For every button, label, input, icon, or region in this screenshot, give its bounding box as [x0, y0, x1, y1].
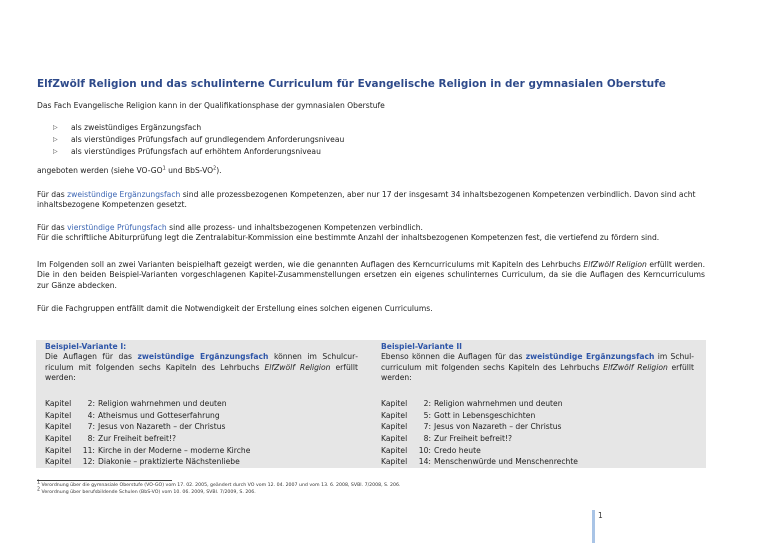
chapter-label: Kapitel	[45, 410, 72, 420]
chapter-number: 4:	[87, 410, 95, 420]
v1-desc-post: erfüllt werden:	[45, 362, 358, 383]
chapter-title: Jesus von Nazareth – der Christus	[98, 422, 226, 432]
chapter-label: Kapitel	[381, 399, 408, 408]
para3-post: erfüllt werden. Die in den beiden Beispiel-Varianten vorgeschlagenen Kapitel-Zusammenstellungen ersetzen ein eigenes schulinternes Curriculum, da sie die Auflagen des Kerncurriculums zur Gänze abdecken.	[37, 260, 705, 290]
triangle-bullet-icon: ▷	[53, 124, 58, 131]
para1-post: sind alle prozessbezogenen Kompetenzen, aber nur 17 der insgesamt 34 inhaltsbezogenen Kompetenzen verbindlich. Davon sind acht inhaltsbezogene Kompetenzen gesetzt.	[37, 190, 696, 210]
chapter-number: 2:	[423, 399, 431, 408]
v1-desc-mid: können im Schulcurriculum mit folgenden sechs Kapiteln des Lehrbuchs	[45, 352, 358, 372]
para2-line2: Für die schriftliche Abiturprüfung legt die Zentralabitur-Kommission eine bestimmte Anzahl der inhaltsbezogenen Kompetenzen fest, die vertiefend zu fördern sind.	[37, 233, 660, 243]
variant-2-title: Beispiel-Variante II	[381, 342, 462, 351]
intro-text: Das Fach Evangelische Religion kann in der Qualifikationsphase der gymnasialen Oberstufe	[37, 101, 385, 110]
chapter-label: Kapitel	[45, 422, 72, 432]
footnote-mark: 1	[37, 480, 41, 486]
paragraph-fachgruppen: Für die Fachgruppen entfällt damit die Notwendigkeit der Erstellung eines solchen eigenen Curriculums.	[37, 304, 433, 313]
list-item	[53, 122, 344, 134]
paragraph-varianten	[37, 260, 705, 291]
chapter-item	[381, 421, 578, 433]
chapter-label: Kapitel	[45, 434, 72, 444]
chapter-title: Menschenwürde und Menschenrechte	[434, 457, 578, 467]
v2-desc-post: erfüllt werden:	[381, 362, 694, 383]
chapter-item	[45, 456, 250, 468]
paragraph-ergaenzungsfach	[37, 190, 705, 211]
chapter-title: Atheismus und Gotteserfahrung	[98, 410, 220, 420]
chapter-number: 7:	[423, 422, 431, 432]
chapter-label: Kapitel	[381, 422, 408, 432]
after-list-mid: und BbS-VO	[165, 166, 214, 175]
chapter-item	[381, 445, 578, 457]
chapter-item	[45, 410, 250, 422]
page-number-bar	[592, 510, 595, 543]
footnote-text: Verordnung über berufsbildende Schulen (BbS-VO) vom 10. 06. 2009, SVBl. 7/2009, S. 206.	[40, 489, 256, 495]
paragraph-pruefungsfach	[37, 223, 705, 244]
chapter-label: Kapitel	[45, 457, 72, 467]
chapter-number: 11:	[82, 445, 95, 455]
chapter-label: Kapitel	[381, 445, 408, 455]
para3-pre: Im Folgenden soll an zwei Varianten beispielhaft gezeigt werden, wie die genannten Auflagen des Kerncurriculums mit Kapiteln des Lehrbuchs	[37, 260, 584, 269]
v1-book-title: ElfZwölf Religion	[264, 362, 331, 372]
v2-book-title: ElfZwölf Religion	[603, 362, 668, 372]
chapter-item	[381, 410, 578, 422]
chapter-number: 8:	[87, 434, 95, 444]
chapter-item	[45, 445, 250, 457]
footnote-2	[37, 487, 400, 497]
chapter-item	[381, 456, 578, 468]
chapter-number: 7:	[87, 422, 95, 432]
chapter-number: 8:	[423, 434, 431, 444]
list-item	[53, 134, 344, 146]
v2-highlight: zweistündige Ergänzungsfach	[525, 352, 655, 362]
chapter-number: 14:	[418, 457, 431, 467]
chapter-number: 5:	[423, 410, 431, 420]
footnote-text: Verordnung über die gymnasiale Oberstufe (VO-GO) vom 17. 02. 2005, geändert durch VO vom 12. 04. 2007 und vom 13. 6. 2008, SVBl. 7/2008, S. 206.	[40, 483, 401, 488]
chapter-title: Jesus von Nazareth – der Christus	[434, 422, 562, 432]
chapter-title: Religion wahrnehmen und deuten	[434, 399, 563, 408]
v1-highlight: zweistündige Ergänzungsfach	[137, 352, 269, 362]
footnote-ref-1[interactable]: 1	[162, 166, 166, 172]
chapter-title: Zur Freiheit befreit!?	[98, 434, 177, 444]
option-text: als vierstündiges Prüfungsfach auf erhöhtem Anforderungsniveau	[71, 147, 321, 156]
chapter-label: Kapitel	[381, 457, 408, 467]
highlight-ergaenzungsfach: zweistündige Ergänzungsfach	[67, 190, 181, 199]
chapter-item	[45, 398, 250, 410]
after-list-post: ).	[216, 166, 222, 175]
variant-1-description	[45, 352, 358, 383]
variant-1-chapter-list	[45, 398, 250, 468]
chapter-number: 2:	[87, 399, 95, 408]
triangle-bullet-icon: ▷	[53, 136, 58, 143]
variant-1-title: Beispiel-Variante I:	[45, 342, 127, 351]
para1-pre: Für das	[37, 190, 68, 199]
chapter-item	[45, 433, 250, 445]
footnotes	[37, 480, 401, 497]
after-list-text	[37, 166, 705, 176]
chapter-label: Kapitel	[45, 445, 72, 455]
chapter-number: 12:	[82, 457, 95, 467]
chapter-title: Credo heute	[434, 445, 481, 455]
chapter-title: Kirche in der Moderne – moderne Kirche	[98, 445, 251, 455]
variant-2-description	[381, 352, 694, 383]
chapter-title: Diakonie – praktizierte Nächstenliebe	[98, 457, 240, 467]
list-item	[53, 146, 344, 158]
v1-desc-pre: Die Auflagen für das	[45, 352, 138, 362]
chapter-label: Kapitel	[381, 410, 408, 420]
chapter-label: Kapitel	[381, 434, 408, 444]
chapter-item	[45, 421, 250, 433]
para2-post: sind alle prozess- und inhaltsbezogenen Kompetenzen verbindlich.	[166, 223, 423, 232]
option-text: als zweistündiges Ergänzungsfach	[71, 123, 202, 132]
chapter-item	[381, 398, 578, 410]
v2-desc-mid: im Schulcurriculum mit folgenden sechs Kapiteln des Lehrbuchs	[381, 352, 694, 372]
variant-1	[45, 342, 358, 384]
option-text: als vierstündiges Prüfungsfach auf grundlegendem Anforderungsniveau	[71, 135, 345, 144]
chapter-title: Religion wahrnehmen und deuten	[98, 399, 227, 408]
book-title: ElfZwölf Religion	[583, 260, 647, 269]
chapter-label: Kapitel	[45, 399, 72, 408]
footnote-divider	[37, 480, 172, 481]
variant-2-chapter-list	[381, 398, 578, 468]
highlight-pruefungsfach: vierstündige Prüfungsfach	[67, 223, 167, 232]
options-list	[53, 122, 344, 158]
chapter-number: 10:	[418, 445, 431, 455]
v2-desc-pre: Ebenso können die Auflagen für das	[381, 352, 526, 362]
document-title: ElfZwölf Religion und das schulinterne Curriculum für Evangelische Religion in der gymnasialen Oberstufe	[37, 78, 666, 90]
chapter-title: Gott in Lebensgeschichten	[434, 410, 536, 420]
chapter-item	[381, 433, 578, 445]
triangle-bullet-icon: ▷	[53, 148, 58, 155]
chapter-title: Zur Freiheit befreit!?	[434, 434, 513, 444]
para2-pre: Für das	[37, 223, 68, 232]
footnote-mark: 2	[37, 487, 41, 493]
after-list-pre: angeboten werden (siehe VO-GO	[37, 166, 163, 175]
variant-2	[381, 342, 694, 384]
page-number: 1	[598, 511, 603, 520]
footnote-ref-2[interactable]: 2	[213, 166, 217, 172]
